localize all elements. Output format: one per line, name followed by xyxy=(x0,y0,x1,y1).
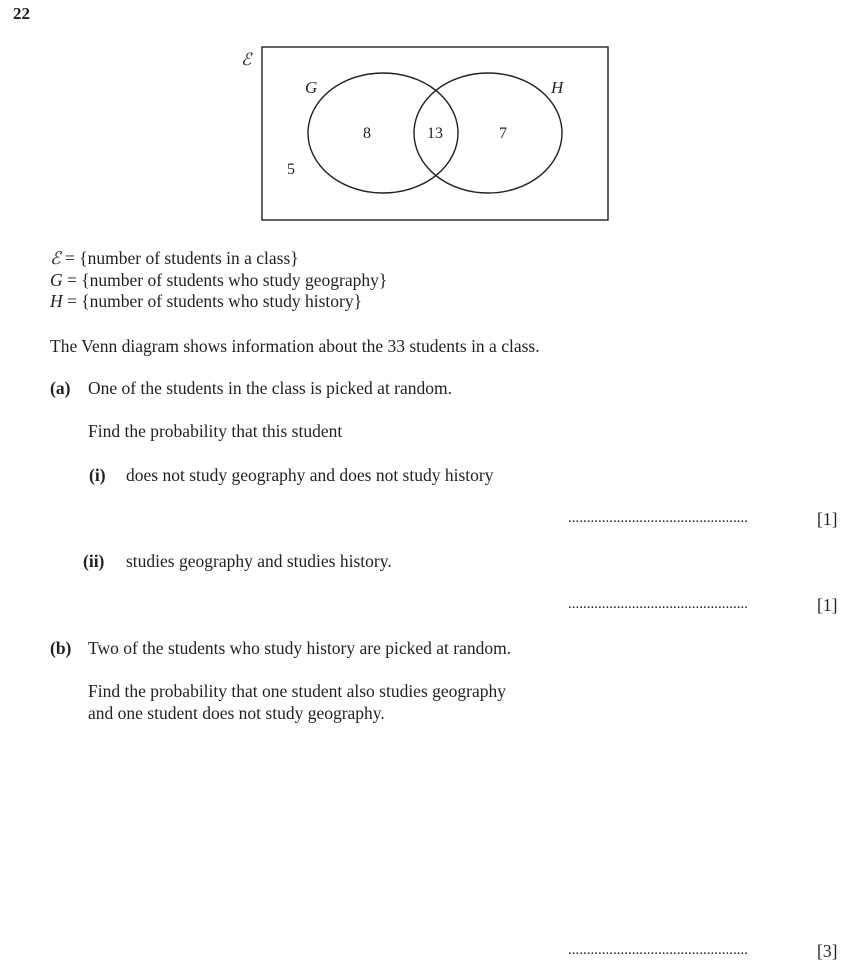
h-only-value: 7 xyxy=(499,125,507,142)
part-b-answer-line[interactable]: ................................................ xyxy=(568,942,748,958)
definition-universal-text: = {number of students in a class} xyxy=(60,248,299,268)
definition-h-symbol: H xyxy=(50,291,63,311)
intersection-value: 13 xyxy=(427,125,443,142)
part-b-marks: [3] xyxy=(817,941,838,961)
part-a-i-marks: [1] xyxy=(817,509,838,529)
part-a-i-text: does not study geography and does not study history xyxy=(126,465,494,485)
part-b-text: Two of the students who study history are picked at random. xyxy=(88,638,512,658)
part-a-ii-text: studies geography and studies history. xyxy=(126,551,392,571)
part-b-instruction-line2: and one student does not study geography. xyxy=(88,703,385,723)
part-a-ii-label: (ii) xyxy=(83,551,105,571)
intro-text: The Venn diagram shows information about the 33 students in a class. xyxy=(50,336,540,356)
part-a-instruction: Find the probability that this student xyxy=(88,421,343,441)
part-a-ii-answer-line[interactable]: ................................................ xyxy=(568,596,748,612)
definition-h-text: = {number of students who study history} xyxy=(62,291,363,311)
set-h-label: H xyxy=(551,78,564,97)
part-a-i-answer-line[interactable]: ................................................ xyxy=(568,510,748,526)
part-a-ii-marks: [1] xyxy=(817,595,838,615)
definition-h xyxy=(50,290,362,312)
set-g-label: G xyxy=(305,78,318,97)
definition-g xyxy=(50,269,387,291)
part-a-label: (a) xyxy=(50,378,71,398)
definition-g-symbol: G xyxy=(50,270,63,290)
definition-universal xyxy=(50,247,299,269)
universal-symbol: ℰ xyxy=(241,50,252,69)
part-a-text: One of the students in the class is picked at random. xyxy=(88,378,453,398)
part-b-instruction-line1: Find the probability that one student also studies geography xyxy=(88,681,506,701)
venn-diagram xyxy=(230,40,620,230)
part-a-i-label: (i) xyxy=(89,465,106,485)
part-b-label: (b) xyxy=(50,638,72,658)
g-only-value: 8 xyxy=(363,125,371,142)
definition-g-text: = {number of students who study geography} xyxy=(62,270,388,290)
definition-universal-symbol: ℰ xyxy=(50,248,61,268)
question-number: 22 xyxy=(13,4,30,23)
outside-value: 5 xyxy=(287,161,295,178)
